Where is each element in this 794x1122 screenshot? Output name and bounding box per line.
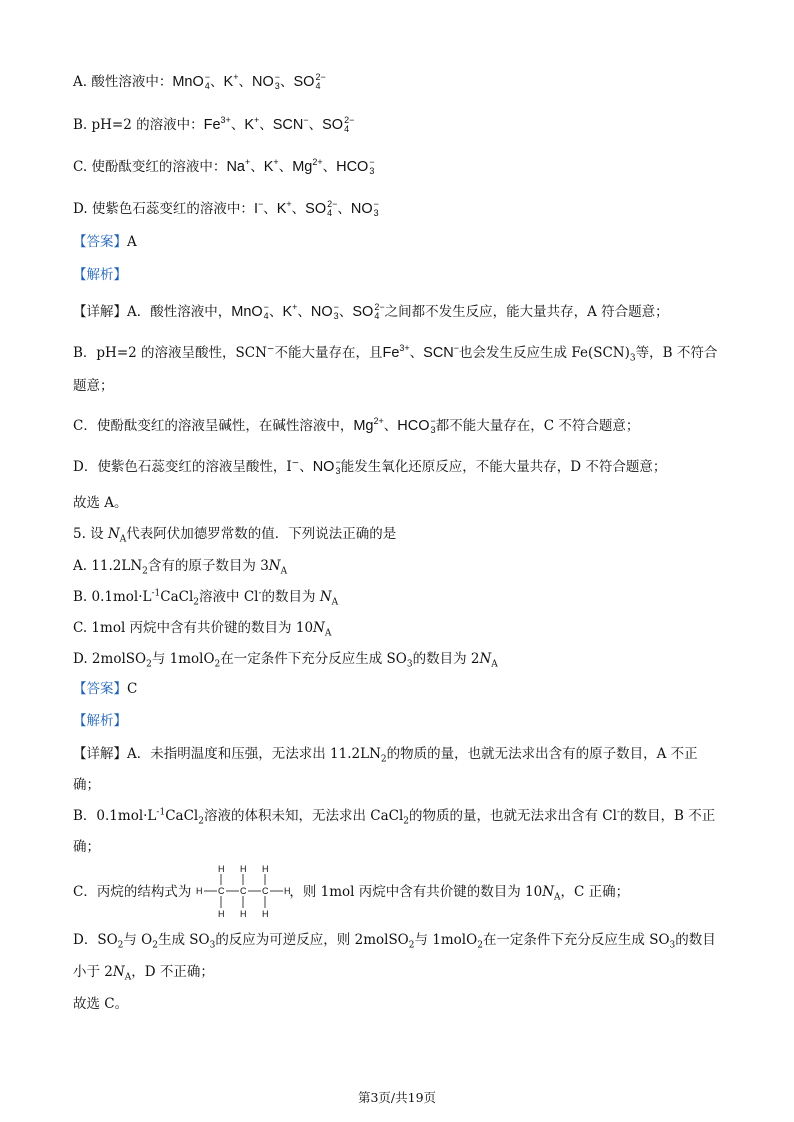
ion-k: K+: [223, 72, 239, 90]
struct-h-bottom-1: H: [218, 909, 225, 919]
q4-detail-c: C．使酚酞变红的溶液呈碱性，在碱性溶液中，$Mg^{2+}$、HCO − 3 都不能大量存在，C 不符合题意；: [73, 416, 640, 436]
option-a: A. 酸性溶液中：MnO − 4 、K+、NO − 3 、SO 2− 4: [73, 72, 326, 92]
ion-no3: NO − 3: [251, 72, 280, 92]
q5-detail-a-cont: 确；: [73, 777, 100, 793]
ion-k: K+: [263, 157, 279, 175]
option-b: B. pH=2 的溶液中：$Fe^{3+}$、K+、SCN−、SO 2− 4: [73, 115, 355, 135]
answer-value: C: [127, 681, 138, 697]
ion-so4: SO 2− 4: [293, 72, 326, 92]
q5-detail-c: C．丙烷的结构式为 ，则 1mol 丙烷中含有共价键的数目为 $10N_A$，C 正确；: [73, 884, 630, 903]
ion-i: I−: [253, 199, 264, 217]
struct-h-right: H: [284, 886, 291, 896]
q4-answer: [73, 232, 723, 252]
q5-option-d: D. 2molSO$_2$与 1molO$_2$在一定条件下充分反应生成 $SO_3$的数目为 $2N_A$: [73, 651, 498, 670]
q5-detail-b: B．$0.1mol\cdot L^{-1}CaCl_2$溶液的体积未知，无法求出 CaCl$_2$的物质的量，也就无法求出含有 Cl-的数目，B 不正: [73, 807, 716, 827]
struct-h-left: H: [196, 886, 203, 896]
option-b-label: B. pH=2 的溶液中：: [73, 117, 204, 133]
struct-h-top-2: H: [240, 864, 247, 874]
ion-fe: $Fe^{3+}$: [203, 115, 231, 133]
ion-k: K+: [244, 115, 260, 133]
q5-detail-d-cont: 小于 $2N_A$，D 不正确；: [73, 964, 214, 983]
option-d: D. 使紫色石蕊变红的溶液中：I−、K+、SO 2− 4 、NO − 3: [73, 199, 379, 219]
option-c: C. 使酚酞变红的溶液中：Na+、K+、$Mg^{2+}$、HCO − 3: [73, 157, 375, 177]
answer-value: A: [127, 234, 137, 250]
struct-c-1: C: [218, 886, 225, 896]
q4-conclusion: 故选 A。: [73, 495, 128, 511]
q5-detail-b-cont: 确；: [73, 839, 100, 855]
struct-c-2: C: [240, 886, 247, 896]
q4-detail-b: B．pH=2 的溶液呈酸性，SCN−不能大量存在，且$Fe^{3+}$、SCN−也会发生反应生成 $Fe(SCN)_3$等，B 不符合: [73, 343, 718, 364]
ion-so4: SO 2− 4: [305, 199, 338, 219]
q5-option-b: B. $0.1mol\cdot L^{-1}CaCl_2$溶液中 Cl-的数目为 $N_A$: [73, 588, 339, 608]
q5-option-a: A. $11.2LN_2$含有的原子数目为 $3N_A$: [73, 558, 288, 577]
struct-h-bottom-2: H: [240, 909, 247, 919]
q5-conclusion: 故选 C。: [73, 996, 129, 1012]
q5-detail-a: 【详解】A．未指明温度和压强，无法求出 $11.2LN_2$的物质的量，也就无法求出含有的原子数目，A 不正: [73, 746, 698, 765]
page-footer: 第3页/共19页: [357, 1090, 437, 1105]
option-a-label: A. 酸性溶液中：: [73, 74, 173, 90]
ion-na: Na+: [226, 157, 251, 175]
option-c-label: C. 使酚酞变红的溶液中：: [73, 159, 227, 175]
q4-detail-a: 【详解】A．酸性溶液中，MnO − 4 、K+、NO − 3 、SO 2− 4 之间都不发生反应，能大量共存，A 符合题意；: [73, 302, 669, 322]
propane-structural-formula: [196, 862, 294, 920]
ion-mg: $Mg^{2+}$: [292, 157, 323, 175]
struct-h-top-3: H: [262, 864, 269, 874]
ion-hco3: HCO − 3: [336, 157, 375, 177]
q4-detail-b-cont: 题意；: [73, 378, 114, 394]
q5-stem: 5. 设 $N_A$代表阿伏加德罗常数的值．下列说法正确的是: [73, 526, 397, 545]
struct-h-bottom-3: H: [262, 909, 269, 919]
detail-tag: 【详解】: [73, 304, 127, 320]
ion-no3: NO − 3: [350, 199, 379, 219]
q5-analysis-heading: 【解析】: [73, 713, 127, 729]
q4-detail-d: D．使紫色石蕊变红的溶液呈酸性，I−、NO − 3 能发生氧化还原反应，不能大量共存，D 不符合题意；: [73, 457, 667, 477]
q5-option-c: C. 1mol 丙烷中含有共价键的数目为 $10N_A$: [73, 620, 332, 639]
ion-so4: SO 2− 4: [322, 115, 355, 135]
struct-c-3: C: [262, 886, 269, 896]
q5-detail-d: D．$SO_2$与 $O_2$生成 $SO_3$的反应为可逆反应，则 2molSO$_2$与 1molO$_2$在一定条件下充分反应生成 $SO_3$的数目: [73, 932, 716, 951]
ion-scn: SCN−: [272, 115, 309, 133]
q5-answer: 【答案】C: [73, 681, 138, 697]
option-d-label: D. 使紫色石蕊变红的溶液中：: [73, 201, 254, 217]
ion-mno4: MnO − 4: [172, 72, 211, 92]
q4-analysis-heading: 【解析】: [73, 267, 127, 283]
ion-k: K+: [276, 199, 292, 217]
answer-tag: 【答案】: [73, 234, 127, 250]
struct-h-top-1: H: [218, 864, 225, 874]
